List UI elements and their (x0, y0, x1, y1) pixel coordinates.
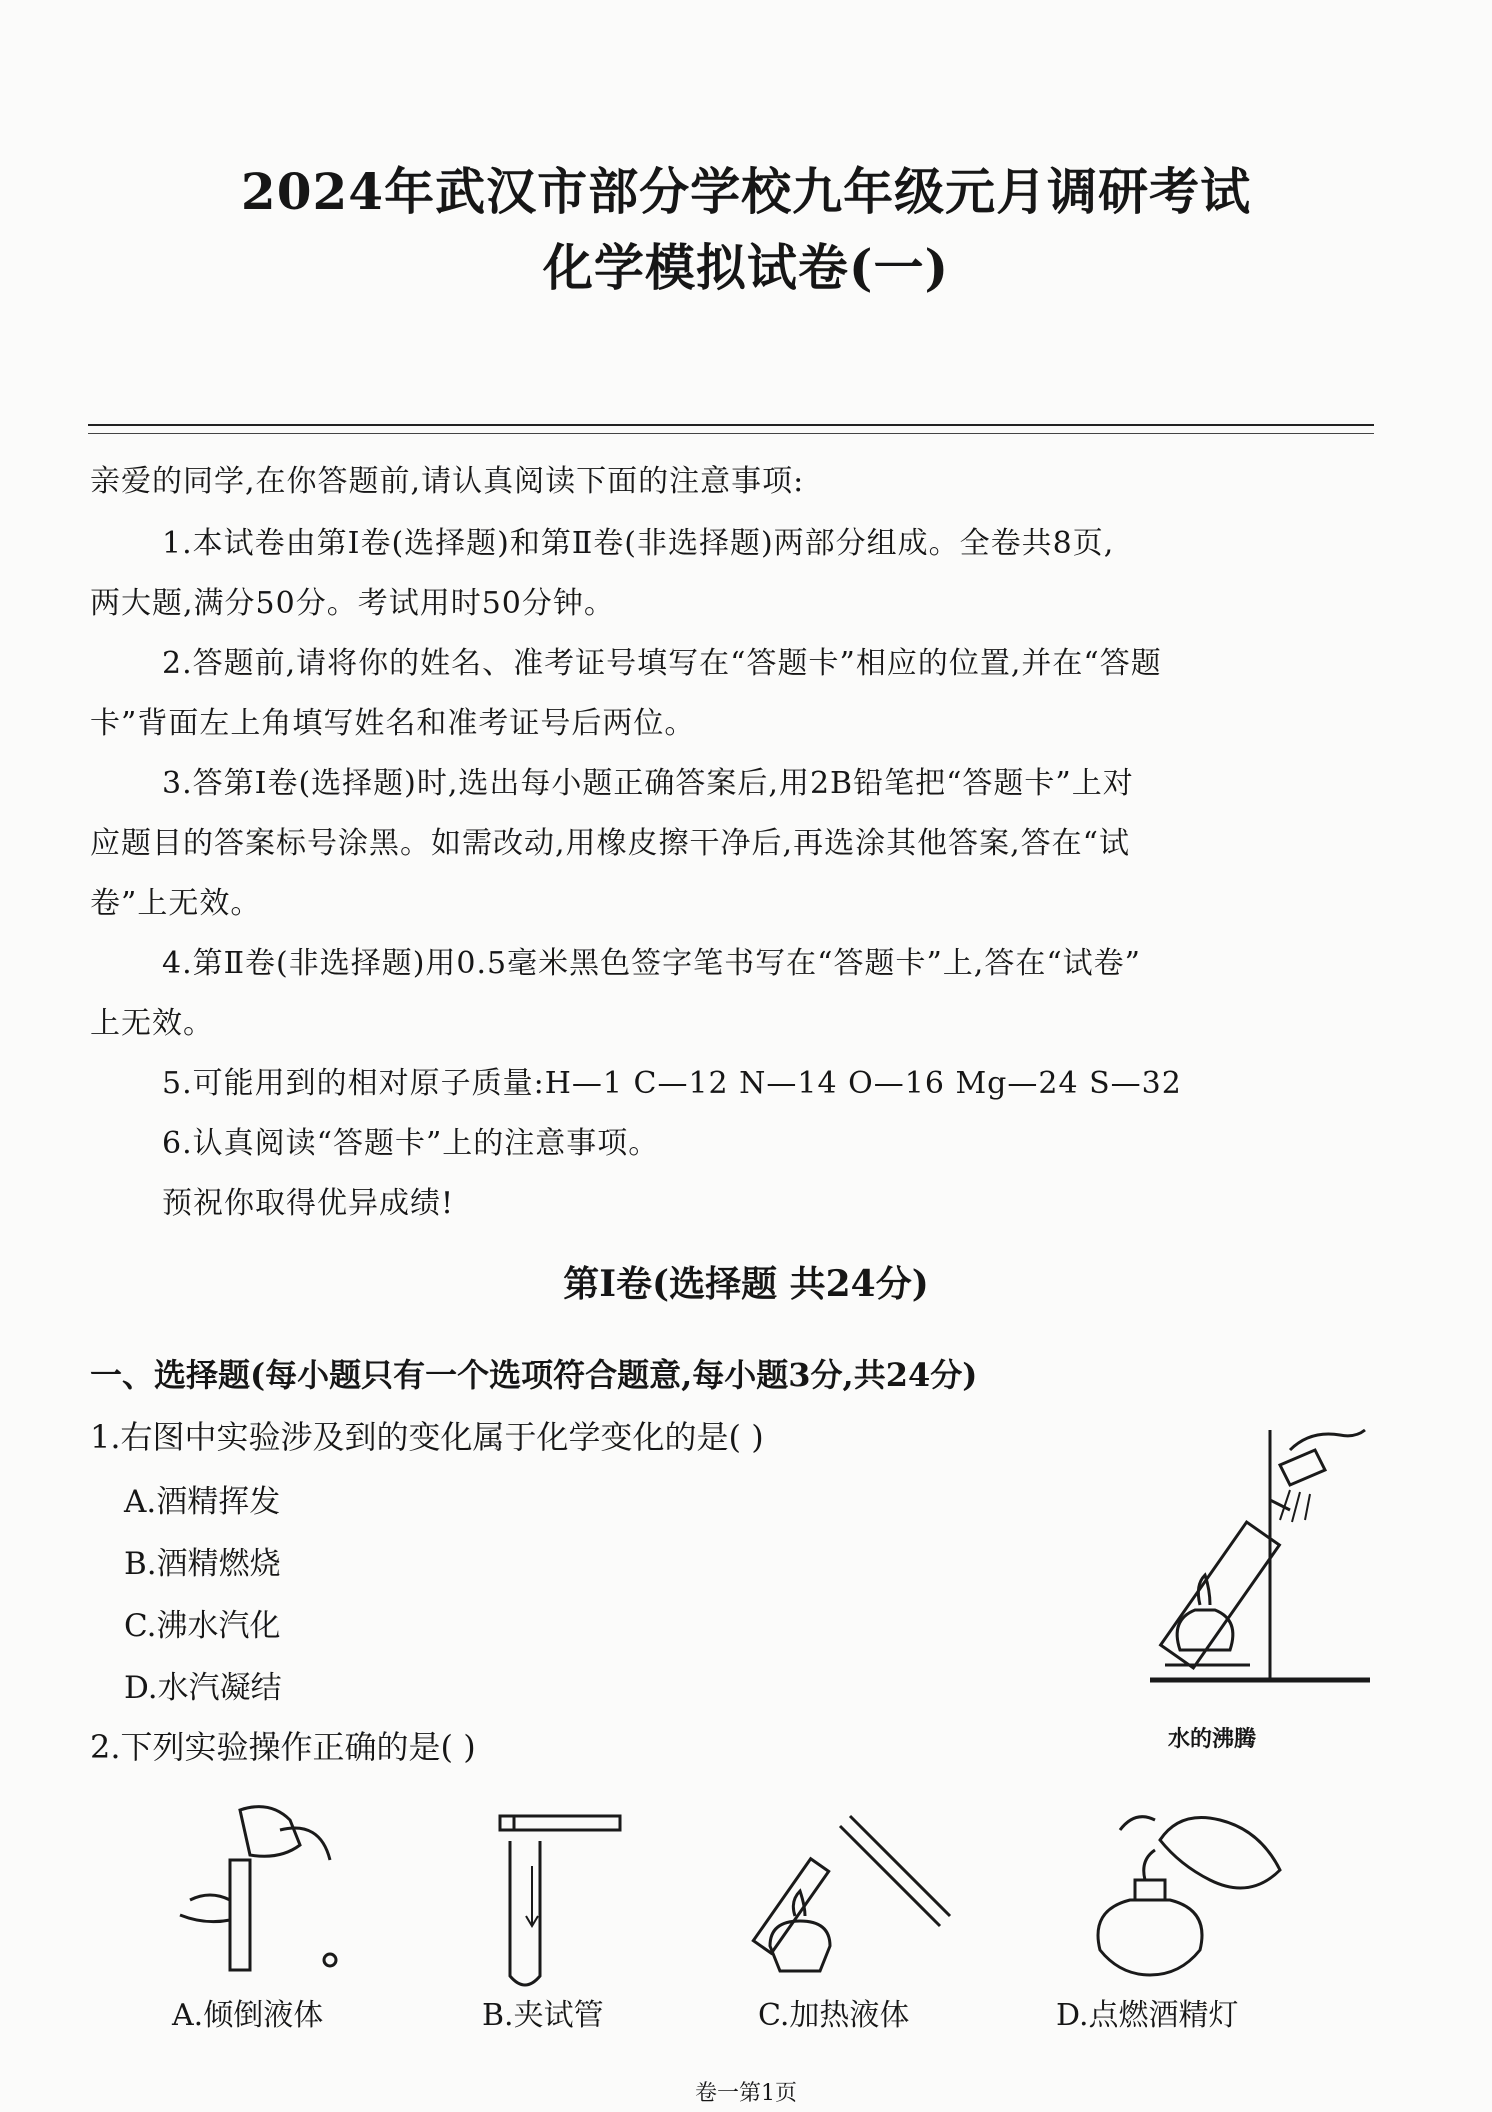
notice-item-1-cont: 两大题,满分50分。考试用时50分钟。 (90, 586, 615, 621)
notice-item-2-cont: 卡”背面左上角填写姓名和准考证号后两位。 (90, 706, 696, 741)
notice-item-3-cont: 应题目的答案标号涂黑。如需改动,用橡皮擦干净后,再选涂其他答案,答在“试 (90, 826, 1130, 861)
test-tube-holder-figure (490, 1806, 630, 1996)
question-1-option-d: D.水汽凝结 (124, 1670, 282, 1706)
notice-item-3: 3.答第Ⅰ卷(选择题)时,选出每小题正确答案后,用2B铅笔把“答题卡”上对 (162, 766, 1134, 801)
header-divider-thick (88, 424, 1374, 426)
question-1-stem: 1.右图中实验涉及到的变化属于化学变化的是( ) (90, 1418, 764, 1456)
exam-title: 2024年武汉市部分学校九年级元月调研考试 (240, 162, 1252, 221)
notice-item-1: 1.本试卷由第Ⅰ卷(选择题)和第Ⅱ卷(非选择题)两部分组成。全卷共8页, (162, 526, 1115, 561)
question-2-caption-b: B.夹试管 (482, 1998, 604, 2033)
notice-item-3-cont2: 卷”上无效。 (90, 886, 262, 921)
lighting-alcohol-lamp-figure (1080, 1800, 1300, 1990)
question-2-caption-d: D.点燃酒精灯 (1056, 1998, 1239, 2033)
notice-intro: 亲爱的同学,在你答题前,请认真阅读下面的注意事项: (90, 464, 805, 499)
notice-item-4: 4.第Ⅱ卷(非选择题)用0.5毫米黑色签字笔书写在“答题卡”上,答在“试卷” (162, 946, 1142, 981)
question-1-option-a: A.酒精挥发 (124, 1484, 281, 1520)
exam-subtitle: 化学模拟试卷(一) (542, 238, 950, 297)
notice-item-6: 6.认真阅读“答题卡”上的注意事项。 (162, 1126, 660, 1161)
question-2-caption-a: A.倾倒液体 (172, 1998, 324, 2033)
notice-wish: 预祝你取得优异成绩! (162, 1186, 455, 1221)
notice-item-2: 2.答题前,请将你的姓名、准考证号填写在“答题卡”相应的位置,并在“答题 (162, 646, 1162, 681)
header-divider-thin (88, 433, 1374, 434)
section-heading: 一、选择题(每小题只有一个选项符合题意,每小题3分,共24分) (90, 1356, 978, 1394)
section-title: 第Ⅰ卷(选择题 共24分) (563, 1263, 929, 1305)
question-1-figure-caption: 水的沸腾 (1168, 1726, 1257, 1752)
question-1-option-b: B.酒精燃烧 (124, 1546, 281, 1582)
heating-liquid-figure (760, 1796, 970, 1986)
question-2-stem: 2.下列实验操作正确的是( ) (90, 1728, 476, 1766)
notice-item-5: 5.可能用到的相对原子质量:H—1 C—12 N—14 O—16 Mg—24 S—32 (162, 1066, 1182, 1101)
page-footer: 卷一第1页 (695, 2081, 797, 2106)
question-2-caption-c: C.加热液体 (758, 1998, 910, 2033)
notice-item-4-cont: 上无效。 (90, 1006, 214, 1041)
pouring-liquid-figure (170, 1800, 350, 1980)
boiling-water-apparatus-figure (1140, 1410, 1380, 1710)
question-1-option-c: C.沸水汽化 (124, 1608, 281, 1644)
